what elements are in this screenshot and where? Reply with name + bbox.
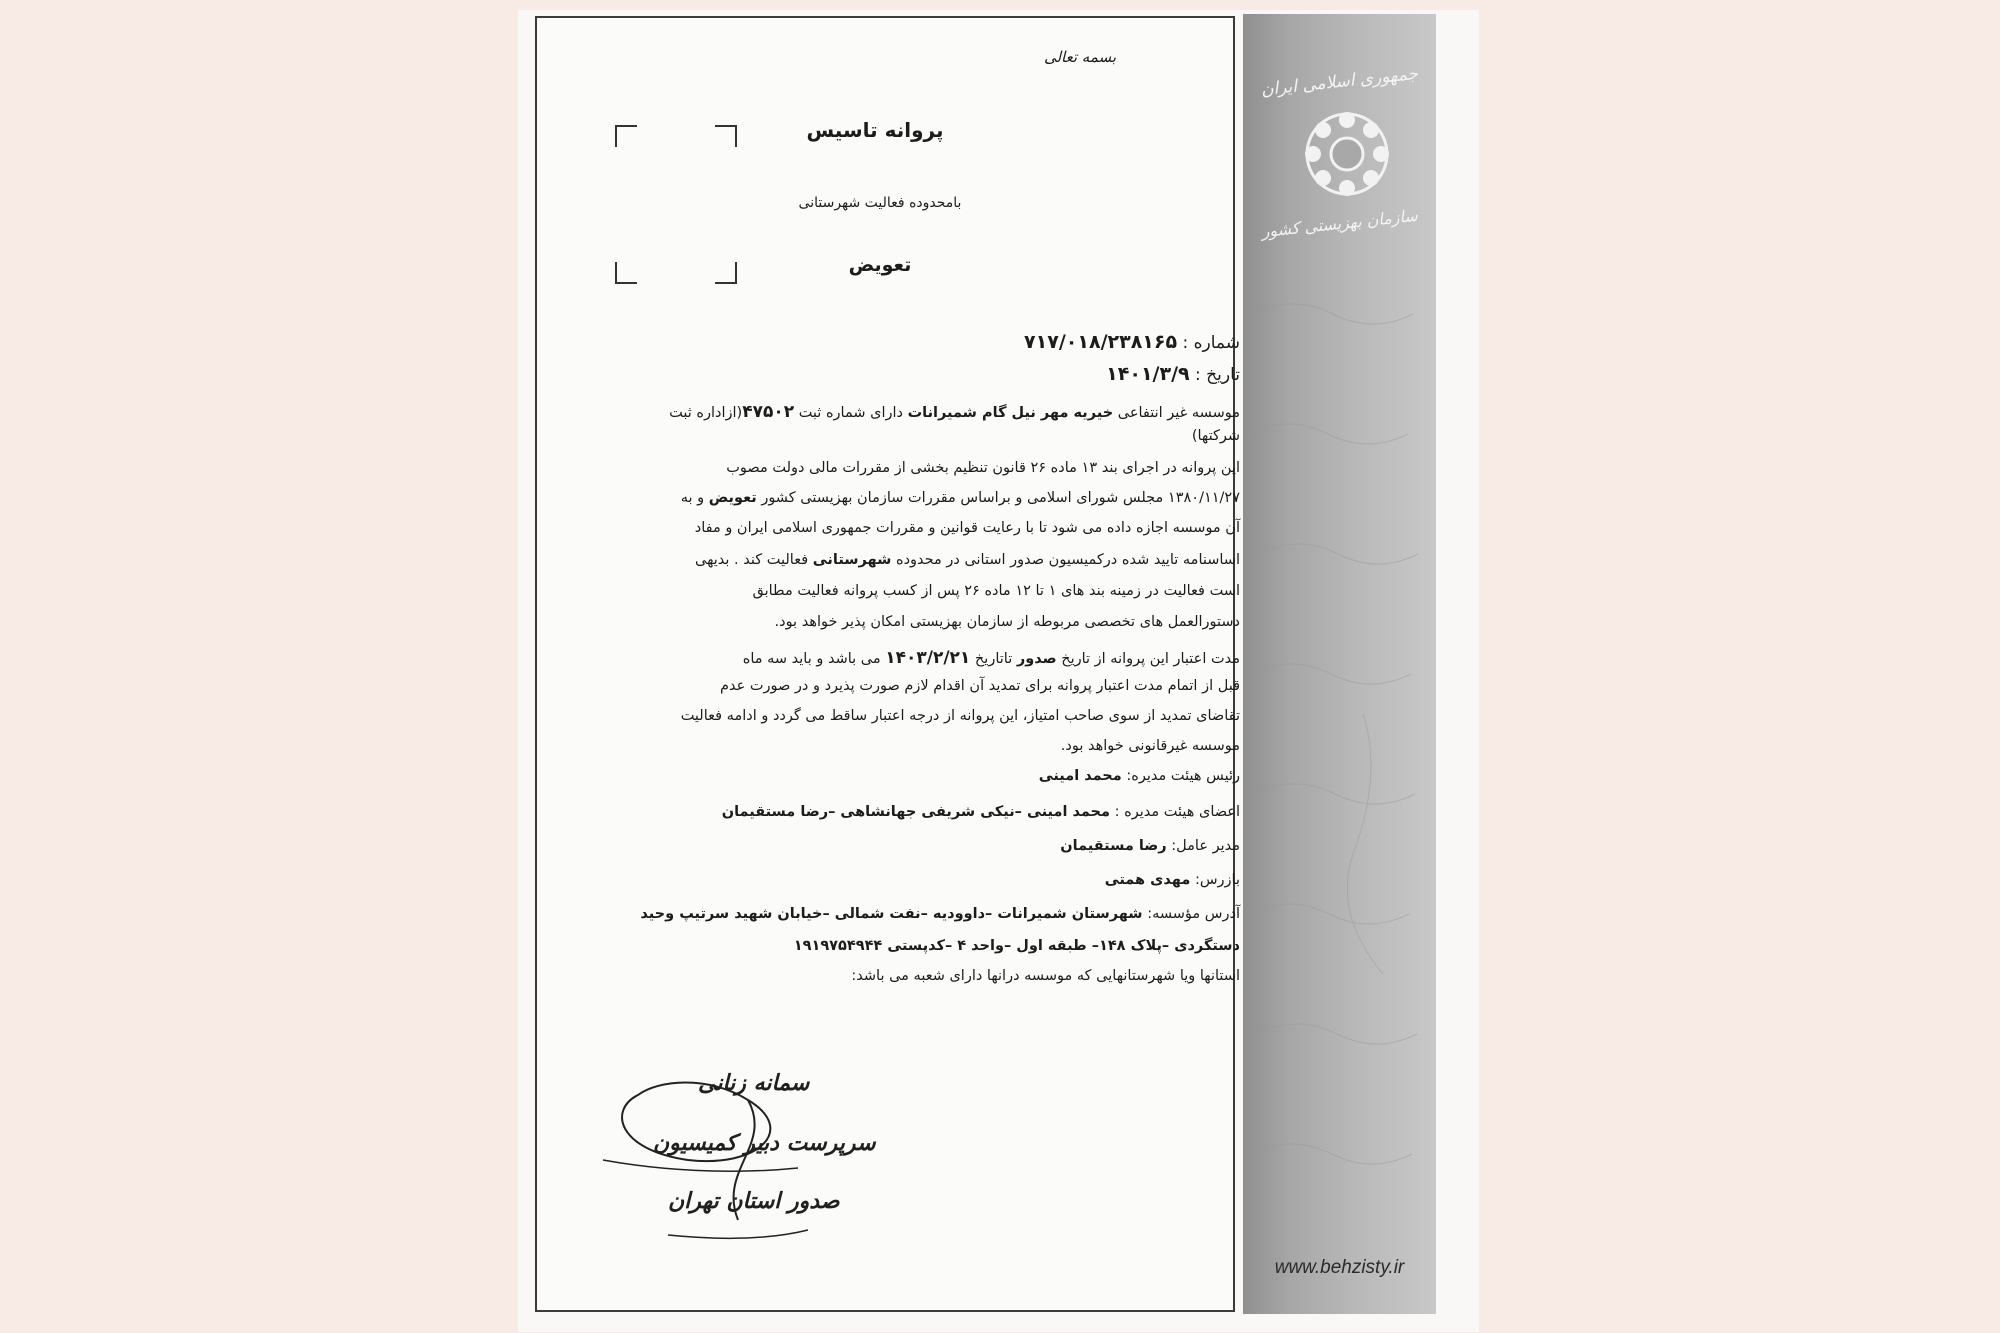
status-label: تعویض xyxy=(848,254,912,276)
band-subtitle: سازمان بهزیستی کشور xyxy=(1260,205,1419,242)
address-row xyxy=(640,906,1240,922)
inspector-label: بازرس: xyxy=(1194,872,1240,888)
body-text: موسسه غیر انتفاعی xyxy=(1117,405,1240,421)
body-text: تاتاریخ xyxy=(974,651,1013,667)
body-text: فعالیت کند . بدیهی xyxy=(695,552,809,568)
emphasis-text: صدور xyxy=(1016,651,1057,667)
emphasis-text: شهرستانی xyxy=(812,552,892,568)
signatory-role: سرپرست دبیر کمیسیون xyxy=(653,1130,876,1156)
body-line xyxy=(743,648,1240,668)
ceo-name: رضا مستقیمان xyxy=(1060,838,1167,854)
body-line: آن موسسه اجازه داده می شود تا با رعایت قوانین و مقررات جمهوری اسلامی ایران و مفاد xyxy=(694,520,1240,536)
branches-row: استانها ویا شهرستانهایی که موسسه درانها دارای شعبه می باشد: xyxy=(851,968,1240,984)
body-line xyxy=(669,402,1240,422)
signatory-office: صدور استان تهران xyxy=(668,1188,840,1214)
number-label: شماره : xyxy=(1182,333,1240,353)
body-text: (ازاداره ثبت xyxy=(669,405,743,421)
chair-label: رئیس هیئت مدیره: xyxy=(1126,768,1240,784)
body-text: ۱۳۸۰/۱۱/۲۷ مجلس شورای اسلامی و براساس مقررات سازمان بهزیستی کشور xyxy=(761,490,1240,506)
registration-number: ۴۷۵۰۲ xyxy=(742,402,795,422)
body-text: دارای شماره ثبت xyxy=(798,405,903,421)
body-line: قبل از اتمام مدت اعتبار پروانه برای تمدید آن اقدام لازم صورت پذیرد و در صورت عدم xyxy=(719,678,1240,694)
inspector-row xyxy=(1105,872,1240,888)
letterhead-band xyxy=(1243,14,1436,1314)
body-text: می باشد و باید سه ماه xyxy=(742,651,881,667)
corner-bracket xyxy=(615,262,637,284)
body-text: و به xyxy=(680,490,705,506)
corner-bracket xyxy=(715,262,737,284)
address-line: شهرستان شمیرانات –داوودیه –نفت شمالی –خیابان شهید سرتیپ وحید xyxy=(640,906,1143,922)
corner-bracket xyxy=(715,125,737,147)
body-line: تقاضای تمدید از سوی صاحب امتیاز، این پروانه از درجه اعتبار ساقط می گردد و ادامه فعالیت xyxy=(680,708,1240,724)
body-line xyxy=(681,490,1240,506)
members-names: محمد امینی –نیکی شریفی جهانشاهی –رضا مستقیمان xyxy=(721,804,1110,820)
body-line: دستورالعمل های تخصصی مربوطه از سازمان بهزیستی امکان پذیر خواهد بود. xyxy=(774,614,1240,630)
behzisti-emblem-icon xyxy=(1301,108,1393,200)
emphasis-text: تعویض xyxy=(708,490,757,506)
chair-name: محمد امینی xyxy=(1038,768,1122,784)
license-number-row xyxy=(1024,331,1240,353)
date-label: تاریخ : xyxy=(1195,365,1240,385)
corner-bracket xyxy=(615,125,637,147)
address-line: دستگردی –پلاک ۱۴۸– طبقه اول –واحد ۴ –کدپستی ۱۹۱۹۷۵۴۹۴۴ xyxy=(793,938,1240,954)
address-label: آدرس مؤسسه: xyxy=(1147,906,1240,922)
website-url: www.behzisty.ir xyxy=(1274,1257,1405,1278)
members-label: اعضای هیئت مدیره : xyxy=(1114,804,1240,820)
signature xyxy=(598,1050,876,1250)
ceo-label: مدیر عامل: xyxy=(1171,838,1240,854)
activity-scope: بامحدوده فعالیت شهرستانی xyxy=(798,195,962,211)
date-row xyxy=(1106,363,1240,385)
body-line xyxy=(695,552,1240,568)
document-title: پروانه تاسیس xyxy=(806,118,944,142)
members-row xyxy=(722,804,1240,820)
bismillah: بسمه تعالی xyxy=(1043,48,1117,66)
band-title: جمهوری اسلامی ایران xyxy=(1260,63,1419,101)
body-line: شرکتها) xyxy=(1191,428,1240,444)
body-text: اساسنامه تایید شده درکمیسیون صدور استانی در محدوده xyxy=(895,552,1240,568)
ceo-row xyxy=(1060,838,1240,854)
chair-row xyxy=(1039,768,1240,784)
body-line: موسسه غیرقانونی خواهد بود. xyxy=(1060,738,1240,754)
organization-name: خیریه مهر نیل گام شمیرانات xyxy=(907,405,1114,421)
signatory-name: سمانه زنانی xyxy=(698,1070,810,1096)
inspector-name: مهدی همتی xyxy=(1104,872,1191,888)
body-text: مدت اعتبار این پروانه از تاریخ xyxy=(1061,651,1240,667)
body-line: است فعالیت در زمینه بند های ۱ تا ۱۲ ماده ۲۶ پس از کسب پروانه فعالیت مطابق xyxy=(752,583,1240,599)
issue-date: ۱۴۰۱/۳/۹ xyxy=(1106,363,1190,385)
expiry-date: ۱۴۰۳/۲/۲۱ xyxy=(885,648,971,668)
body-line: این پروانه در اجرای بند ۱۳ ماده ۲۶ قانون تنظیم بخشی از مقررات مالی دولت مصوب xyxy=(726,460,1240,476)
license-number: ۷۱۷/۰۱۸/۲۳۸۱۶۵ xyxy=(1024,331,1178,353)
